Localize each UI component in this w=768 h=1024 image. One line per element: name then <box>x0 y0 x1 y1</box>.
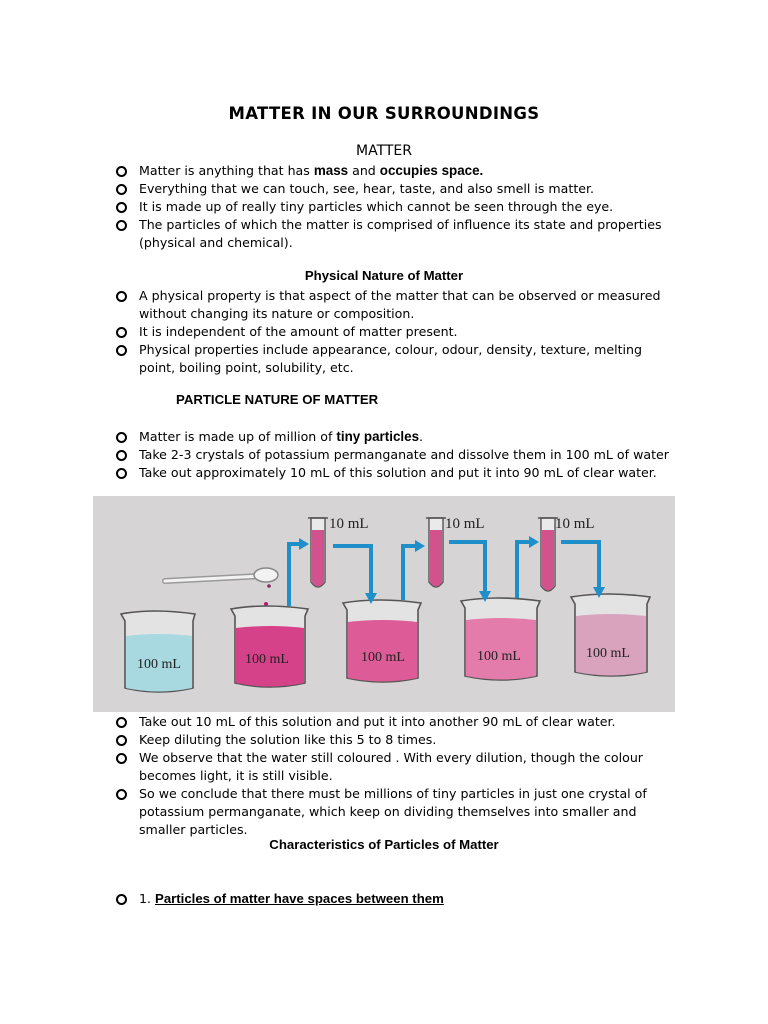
after-figure-bullet-list <box>116 713 676 839</box>
circle-bullet-icon <box>116 184 127 195</box>
tube-label: 10 mL <box>329 516 369 532</box>
beaker-label: 100 mL <box>137 657 181 672</box>
list-item: It is made up of really tiny particles which cannot be seen through the eye. <box>116 198 676 216</box>
characteristics-heading: Characteristics of Particles of Matter <box>269 837 499 852</box>
particle-nature-heading: PARTICLE NATURE OF MATTER <box>176 392 379 407</box>
circle-bullet-icon <box>116 291 127 302</box>
particle-bullet-list <box>116 428 676 482</box>
beaker-label: 100 mL <box>245 652 289 667</box>
matter-bullet-list <box>116 162 676 252</box>
list-item: The particles of which the matter is comprised of influence its state and properties (physical and chemical). <box>116 216 676 252</box>
list-item: Take 2-3 crystals of potassium permanganate and dissolve them in 100 mL of water <box>116 446 676 464</box>
list-item: 1. Particles of matter have spaces between them <box>116 890 676 908</box>
circle-bullet-icon <box>116 894 127 905</box>
beaker-liquid <box>576 614 646 676</box>
beaker-label: 100 mL <box>477 649 521 664</box>
beaker-1 <box>121 611 195 692</box>
circle-bullet-icon <box>116 327 127 338</box>
list-item: We observe that the water still coloured . With every dilution, though the colour becomes light, it is still visible. <box>116 749 676 785</box>
beaker-label: 100 mL <box>361 650 405 665</box>
list-item: Matter is made up of million of tiny particles. <box>116 428 676 446</box>
page-title: MATTER IN OUR SURROUNDINGS <box>228 104 540 123</box>
circle-bullet-icon <box>116 789 127 800</box>
beaker-5 <box>571 594 650 676</box>
beaker-label: 100 mL <box>586 646 630 661</box>
characteristic-title: Particles of matter have spaces between them <box>155 891 444 906</box>
list-item: Take out approximately 10 mL of this solution and put it into 90 mL of clear water. <box>116 464 676 482</box>
beaker-4 <box>461 598 540 680</box>
dilution-diagram <box>93 496 675 712</box>
tube-label: 10 mL <box>445 516 485 532</box>
circle-bullet-icon <box>116 345 127 356</box>
tube-label: 10 mL <box>555 516 595 532</box>
beaker-3 <box>343 600 421 682</box>
circle-bullet-icon <box>116 717 127 728</box>
characteristics-bullet-list <box>116 890 676 908</box>
list-item: Take out 10 mL of this solution and put it into another 90 mL of clear water. <box>116 713 676 731</box>
physical-bullet-list <box>116 287 676 377</box>
circle-bullet-icon <box>116 220 127 231</box>
beaker-2 <box>231 606 308 687</box>
circle-bullet-icon <box>116 166 127 177</box>
circle-bullet-icon <box>116 735 127 746</box>
physical-nature-heading: Physical Nature of Matter <box>304 268 464 283</box>
list-item: Physical properties include appearance, colour, odour, density, texture, melting point, boiling point, solubility, etc. <box>116 341 676 377</box>
circle-bullet-icon <box>116 432 127 443</box>
dilution-experiment-figure <box>93 496 675 712</box>
circle-bullet-icon <box>116 202 127 213</box>
list-item: It is independent of the amount of matter present. <box>116 323 676 341</box>
circle-bullet-icon <box>116 753 127 764</box>
list-item: So we conclude that there must be millions of tiny particles in just one crystal of potassium permanganate, which keep on dividing themselves into smaller and smaller particles. <box>116 785 676 839</box>
list-item: Keep diluting the solution like this 5 to 8 times. <box>116 731 676 749</box>
section-subtitle-matter: MATTER <box>356 143 412 159</box>
list-item: Everything that we can touch, see, hear, taste, and also smell is matter. <box>116 180 676 198</box>
circle-bullet-icon <box>116 468 127 479</box>
list-item: A physical property is that aspect of the matter that can be observed or measured without changing its nature or composition. <box>116 287 676 323</box>
list-item: Matter is anything that has mass and occupies space. <box>116 162 676 180</box>
crystal-particle <box>267 584 271 588</box>
circle-bullet-icon <box>116 450 127 461</box>
